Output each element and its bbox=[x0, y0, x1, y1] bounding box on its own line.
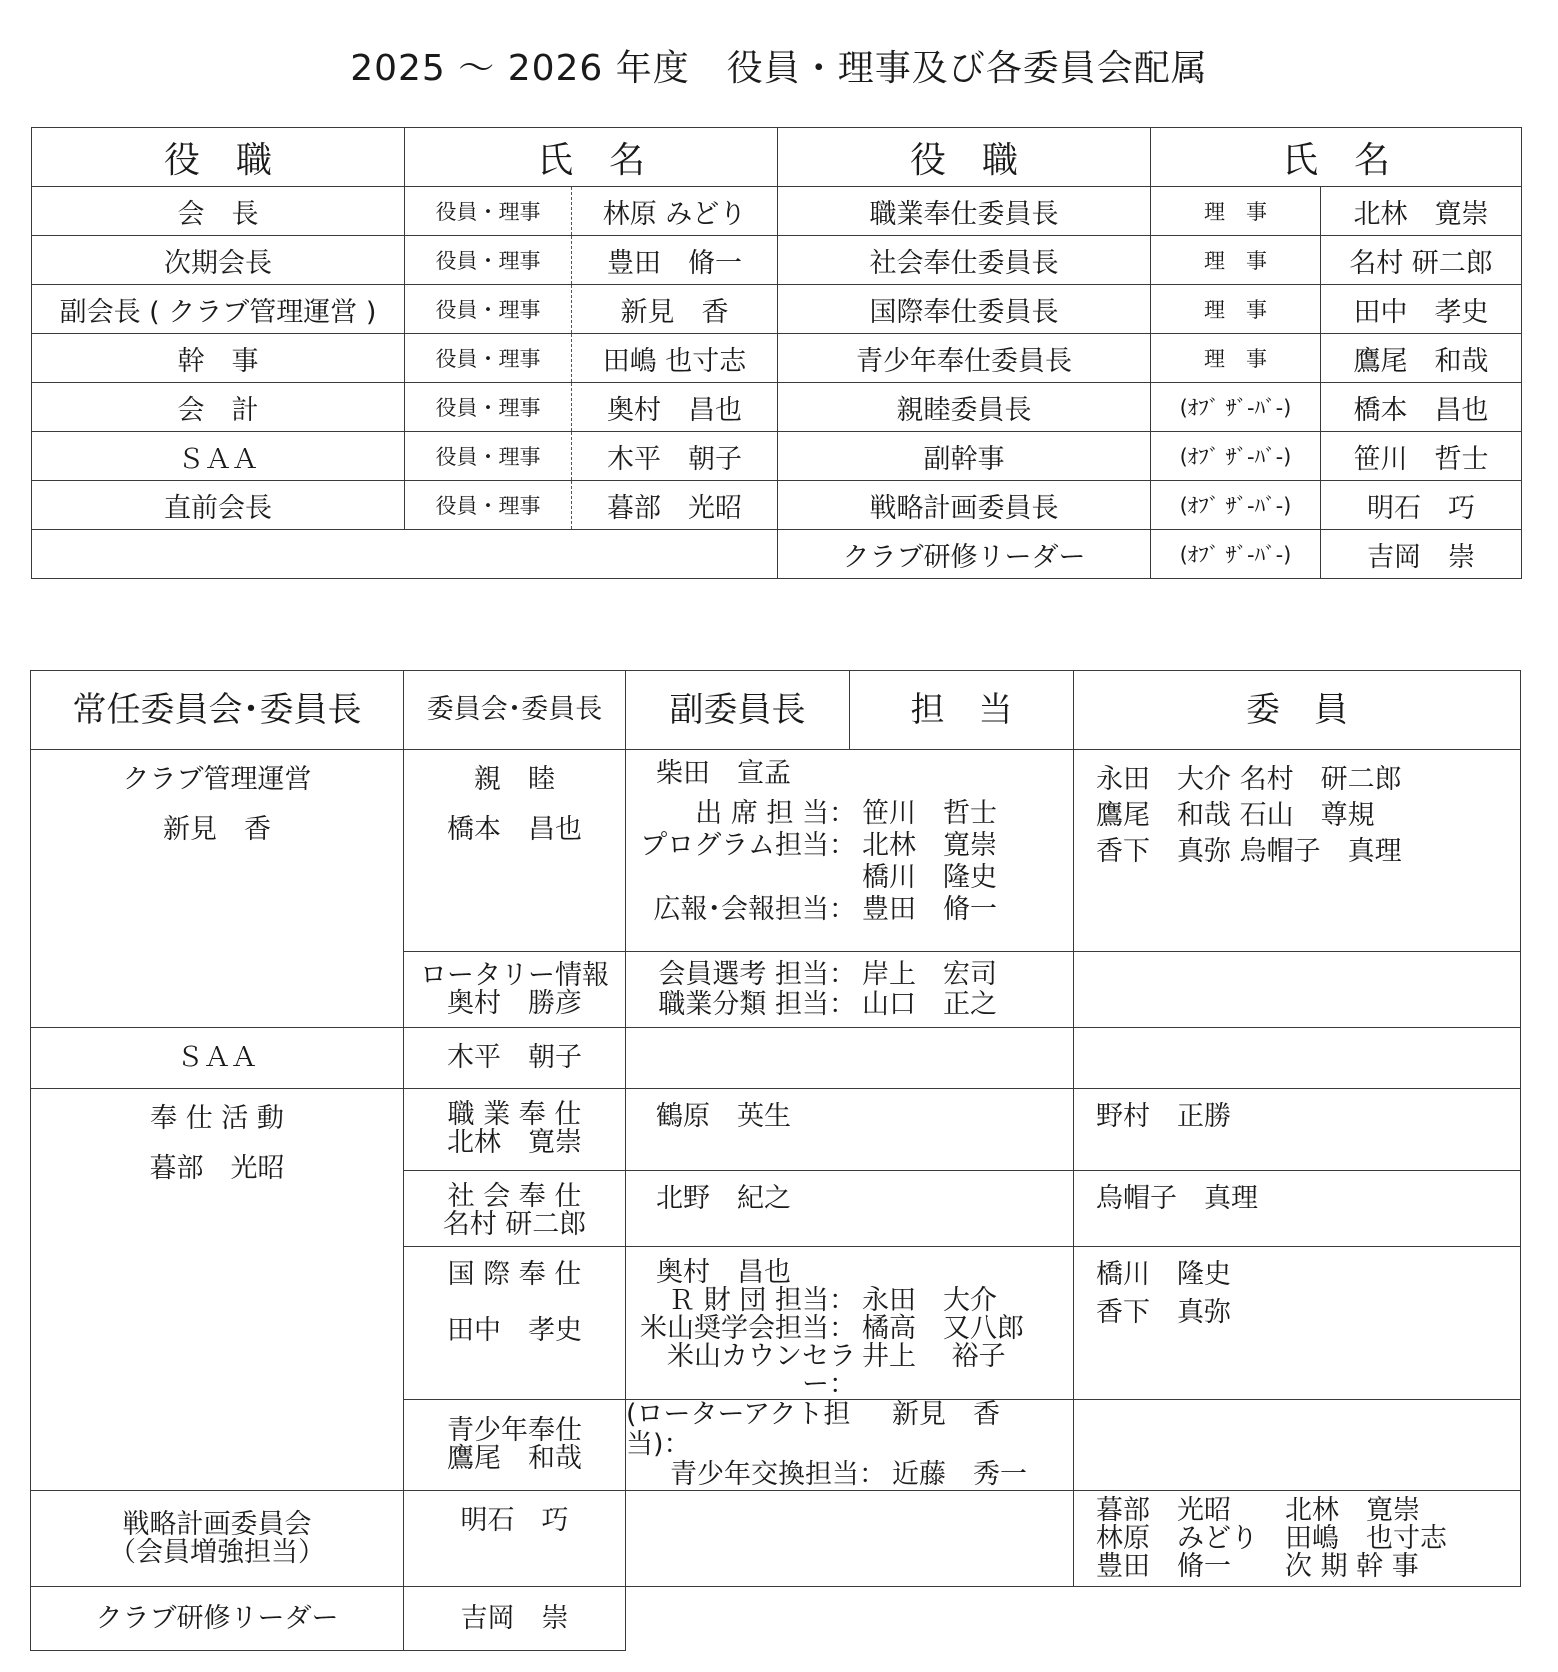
members-cell bbox=[1074, 1400, 1521, 1491]
duty-label: 会員選考 担当： bbox=[658, 958, 856, 990]
position-tag: 役員・理事 bbox=[405, 432, 572, 481]
committee-cell bbox=[404, 750, 626, 952]
duty-line bbox=[626, 862, 1073, 894]
member-line: 香下 真弥 烏帽子 真理 bbox=[1096, 836, 1402, 867]
header-standing-committee: 常任委員会･委員長 bbox=[31, 671, 404, 750]
committee-cell bbox=[404, 952, 626, 1028]
duty-line bbox=[626, 1315, 1073, 1343]
members-cell bbox=[1074, 1089, 1521, 1171]
duty-line bbox=[626, 990, 1073, 1020]
committee-chair: 明石 巧 bbox=[460, 1505, 569, 1536]
header-name: 氏 名 bbox=[1151, 128, 1522, 187]
vice-charge-cell bbox=[626, 1171, 1074, 1247]
duty-label: Ｒ 財 団 担当： bbox=[668, 1285, 856, 1316]
role-cell: 会 長 bbox=[32, 187, 405, 236]
standing-committee-chair: 暮部 光昭 bbox=[149, 1153, 285, 1184]
committee-cell bbox=[404, 1089, 626, 1171]
duty-line bbox=[626, 894, 1073, 926]
standing-committee-chair: 新見 香 bbox=[163, 814, 271, 845]
position-tag: 役員・理事 bbox=[405, 285, 572, 334]
committee-name: ロータリー情報 bbox=[420, 959, 609, 991]
duty-label: プログラム担当： bbox=[640, 830, 856, 861]
position-tag: 理 事 bbox=[1151, 285, 1321, 334]
empty-area bbox=[626, 1587, 1521, 1651]
duty-label: 米山奨学会担当： bbox=[640, 1313, 856, 1344]
table-row bbox=[31, 1089, 1521, 1171]
committee-chair: 橋本 昌也 bbox=[447, 814, 582, 845]
duty-person: 橋川 隆史 bbox=[862, 862, 997, 893]
standing-committee-subtitle: （会員増強担当） bbox=[109, 1536, 325, 1568]
name-cell: 笹川 哲士 bbox=[1321, 432, 1522, 481]
standing-committee-name: 戦略計画委員会 bbox=[122, 1508, 312, 1540]
position-tag: 理 事 bbox=[1151, 187, 1321, 236]
committee-cell bbox=[404, 1491, 626, 1587]
committee-chair: 吉岡 崇 bbox=[404, 1587, 626, 1651]
member-line: 野村 正勝 bbox=[1096, 1101, 1231, 1132]
table-row bbox=[32, 285, 1522, 334]
table-row bbox=[31, 1028, 1521, 1089]
name-cell: 吉岡 崇 bbox=[1321, 530, 1522, 579]
empty-cell bbox=[32, 530, 778, 579]
table-row bbox=[32, 481, 1522, 530]
position-tag: (ｵﾌﾞ ｻﾞ-ﾊﾞ-) bbox=[1151, 481, 1321, 530]
standing-committee-name: クラブ研修リーダー bbox=[31, 1587, 404, 1651]
vice-charge-cell bbox=[626, 1247, 1074, 1400]
members-cell bbox=[1074, 952, 1521, 1028]
role-cell: 副幹事 bbox=[778, 432, 1151, 481]
role-cell: ＳＡＡ bbox=[32, 432, 405, 481]
committee-name: 親 睦 bbox=[474, 764, 555, 795]
vice-charge-cell bbox=[626, 1089, 1074, 1171]
role-cell: 戦略計画委員長 bbox=[778, 481, 1151, 530]
page-title: 2025 ～ 2026 年度 役員・理事及び各委員会配属 bbox=[350, 48, 1208, 89]
role-cell: 親睦委員長 bbox=[778, 383, 1151, 432]
position-tag: (ｵﾌﾞ ｻﾞ-ﾊﾞ-) bbox=[1151, 383, 1321, 432]
table-row bbox=[31, 1587, 1521, 1651]
duty-line bbox=[626, 798, 1073, 830]
duty-person: 近藤 秀一 bbox=[892, 1459, 1027, 1490]
vice-charge-cell bbox=[626, 1400, 1074, 1491]
header-members: 委 員 bbox=[1074, 671, 1521, 750]
role-cell: 幹 事 bbox=[32, 334, 405, 383]
position-tag: 役員・理事 bbox=[405, 383, 572, 432]
committee-name: 青少年奉仕 bbox=[447, 1415, 582, 1446]
vice-charge-cell bbox=[626, 750, 1074, 952]
standing-committee-cell bbox=[31, 1089, 404, 1491]
name-cell: 鷹尾 和哉 bbox=[1321, 334, 1522, 383]
role-cell: 青少年奉仕委員長 bbox=[778, 334, 1151, 383]
position-tag: 役員・理事 bbox=[405, 334, 572, 383]
duty-line bbox=[626, 1400, 1073, 1460]
duty-line bbox=[626, 1287, 1073, 1315]
name-cell: 奥村 昌也 bbox=[572, 383, 778, 432]
table-row bbox=[31, 750, 1521, 952]
name-cell: 北林 寛崇 bbox=[1321, 187, 1522, 236]
committee-chair: 木平 朝子 bbox=[404, 1028, 626, 1089]
members-cell bbox=[1074, 1491, 1521, 1587]
role-cell: 職業奉仕委員長 bbox=[778, 187, 1151, 236]
member-line: 香下 真弥 bbox=[1096, 1297, 1231, 1328]
vice-charge-cell bbox=[626, 1491, 1074, 1587]
member-line: 永田 大介 名村 研二郎 bbox=[1096, 764, 1402, 795]
member-line: 烏帽子 真理 bbox=[1096, 1183, 1258, 1214]
name-cell: 新見 香 bbox=[572, 285, 778, 334]
table-row bbox=[31, 1491, 1521, 1587]
duty-label: 青少年交換担当： bbox=[670, 1459, 886, 1490]
member-line: 林原 みどり 田嶋 也寸志 bbox=[1096, 1522, 1447, 1554]
committee-chair: 鷹尾 和哉 bbox=[447, 1443, 582, 1474]
duty-label: 米山カウンセラー： bbox=[667, 1341, 856, 1400]
vice-chair: 奥村 昌也 bbox=[656, 1257, 791, 1288]
members-cell bbox=[1074, 1171, 1521, 1247]
name-cell: 田中 孝史 bbox=[1321, 285, 1522, 334]
header-vice-chair: 副委員長 bbox=[626, 671, 850, 750]
position-tag: (ｵﾌﾞ ｻﾞ-ﾊﾞ-) bbox=[1151, 530, 1321, 579]
standing-committee-cell bbox=[31, 750, 404, 1028]
members-cell bbox=[1074, 750, 1521, 952]
committee-table bbox=[30, 670, 1521, 1651]
header-charge: 担 当 bbox=[850, 671, 1074, 750]
committee-name: 職 業 奉 仕 bbox=[447, 1099, 582, 1130]
name-cell: 橋本 昌也 bbox=[1321, 383, 1522, 432]
duty-label: 職業分類 担当： bbox=[658, 988, 856, 1020]
officers-table bbox=[31, 127, 1522, 579]
duty-person: 豊田 脩一 bbox=[862, 894, 997, 925]
standing-committee-name: クラブ管理運営 bbox=[122, 764, 312, 795]
position-tag: 役員・理事 bbox=[405, 481, 572, 530]
position-tag: 理 事 bbox=[1151, 236, 1321, 285]
role-cell: 会 計 bbox=[32, 383, 405, 432]
vice-charge-cell bbox=[626, 1028, 1074, 1089]
committee-chair: 田中 孝史 bbox=[447, 1315, 582, 1346]
position-tag: 理 事 bbox=[1151, 334, 1321, 383]
name-cell: 田嶋 也寸志 bbox=[572, 334, 778, 383]
vice-chair: 鶴原 英生 bbox=[656, 1101, 791, 1132]
committee-cell bbox=[404, 1247, 626, 1400]
table-row bbox=[32, 334, 1522, 383]
header-committee: 委員会･委員長 bbox=[404, 671, 626, 750]
committee-name: 社 会 奉 仕 bbox=[447, 1181, 582, 1212]
duty-person: 永田 大介 bbox=[862, 1285, 997, 1316]
name-cell: 名村 研二郎 bbox=[1321, 236, 1522, 285]
duty-person: 笹川 哲士 bbox=[862, 798, 997, 829]
standing-committee-name: 奉 仕 活 動 bbox=[150, 1103, 284, 1134]
standing-committee-name: ＳＡＡ bbox=[31, 1028, 404, 1089]
vice-chair: 柴田 宣孟 bbox=[656, 758, 791, 789]
position-tag: 役員・理事 bbox=[405, 236, 572, 285]
table-row bbox=[32, 383, 1522, 432]
role-cell: クラブ研修リーダー bbox=[778, 530, 1151, 579]
committee-cell bbox=[404, 1171, 626, 1247]
committee-name: 国 際 奉 仕 bbox=[447, 1259, 582, 1290]
committee-chair: 名村 研二郎 bbox=[442, 1209, 587, 1240]
duty-person: 岸上 宏司 bbox=[862, 958, 997, 990]
member-line: 豊田 脩一 次 期 幹 事 bbox=[1096, 1550, 1419, 1582]
duty-label: (ローターアクト担当)： bbox=[626, 1399, 851, 1460]
role-cell: 副会長 ( クラブ管理運営 ) bbox=[32, 285, 405, 334]
header-role: 役 職 bbox=[32, 128, 405, 187]
name-cell: 木平 朝子 bbox=[572, 432, 778, 481]
name-cell: 豊田 脩一 bbox=[572, 236, 778, 285]
role-cell: 直前会長 bbox=[32, 481, 405, 530]
duty-label: 広報･会報担当： bbox=[653, 894, 856, 925]
duty-person: 井上 裕子 bbox=[862, 1341, 1006, 1372]
duty-line bbox=[626, 1343, 1073, 1399]
members-cell bbox=[1074, 1028, 1521, 1089]
committee-cell bbox=[404, 1400, 626, 1491]
duty-person: 北林 寛崇 bbox=[862, 830, 997, 861]
duty-person: 山口 正之 bbox=[862, 988, 997, 1020]
position-tag: 役員・理事 bbox=[405, 187, 572, 236]
role-cell: 次期会長 bbox=[32, 236, 405, 285]
duty-line bbox=[626, 1460, 1073, 1490]
member-line: 橋川 隆史 bbox=[1096, 1259, 1231, 1290]
duty-line bbox=[626, 960, 1073, 990]
duty-person: 橘高 又八郎 bbox=[862, 1313, 1024, 1344]
table-row bbox=[32, 187, 1522, 236]
duty-person: 新見 香 bbox=[892, 1399, 1000, 1430]
name-cell: 暮部 光昭 bbox=[572, 481, 778, 530]
member-line: 暮部 光昭 北林 寛崇 bbox=[1096, 1494, 1420, 1526]
members-cell bbox=[1074, 1247, 1521, 1400]
duty-label bbox=[626, 862, 862, 894]
committee-chair: 北林 寛崇 bbox=[447, 1127, 582, 1158]
vice-chair: 北野 紀之 bbox=[656, 1183, 791, 1214]
table-row bbox=[32, 432, 1522, 481]
committee-chair: 奥村 勝彦 bbox=[447, 987, 582, 1019]
standing-committee-cell bbox=[31, 1491, 404, 1587]
header-role: 役 職 bbox=[778, 128, 1151, 187]
header-name: 氏 名 bbox=[405, 128, 778, 187]
duty-label: 出 席 担 当： bbox=[695, 798, 856, 829]
name-cell: 明石 巧 bbox=[1321, 481, 1522, 530]
vice-charge-cell bbox=[626, 952, 1074, 1028]
table-row bbox=[32, 236, 1522, 285]
position-tag: (ｵﾌﾞ ｻﾞ-ﾊﾞ-) bbox=[1151, 432, 1321, 481]
member-line: 鷹尾 和哉 石山 尊規 bbox=[1096, 800, 1375, 831]
role-cell: 社会奉仕委員長 bbox=[778, 236, 1151, 285]
table-row bbox=[32, 530, 1522, 579]
role-cell: 国際奉仕委員長 bbox=[778, 285, 1151, 334]
duty-line bbox=[626, 830, 1073, 862]
name-cell: 林原 みどり bbox=[572, 187, 778, 236]
